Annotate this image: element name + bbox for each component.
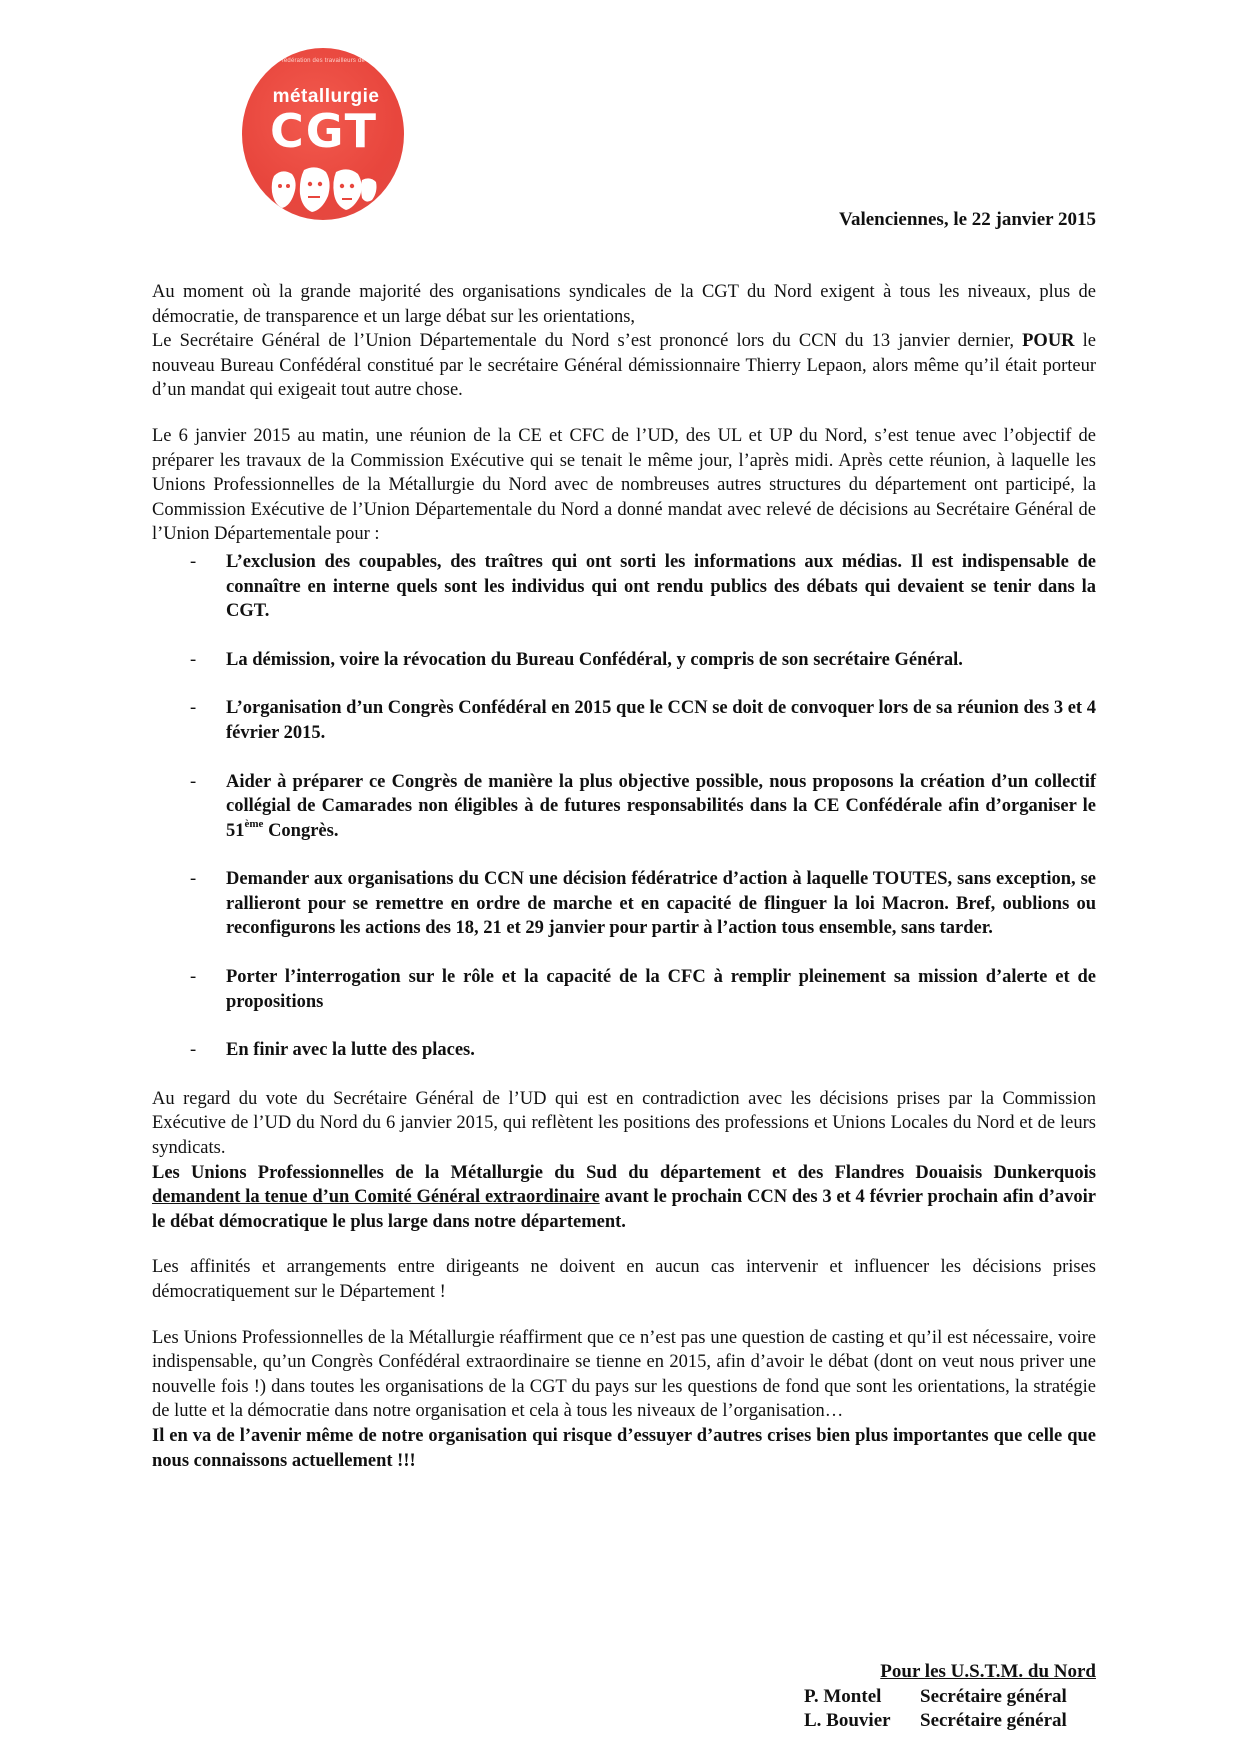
closing-paragraph <box>152 1326 1096 1474</box>
signer-row <box>804 1685 1096 1710</box>
logo-small-text: fédération des travailleurs de la <box>282 58 372 64</box>
date-line: Valenciennes, le 22 janvier 2015 <box>838 209 1096 230</box>
list-item: - Demander aux organisations du CCN une décision fédératrice d’action à laquelle TOUTES, sans exception, se rallieront pour se remettre en ordre de marche et en capacité de flinguer la loi Macron. Bref, oublions ou reconfigurons les actions des 18, 21 et 29 janvier pour partir à l’action tous ensemble, sans tarder. <box>190 869 1096 939</box>
logo-faces-icon <box>268 166 378 214</box>
signer-row <box>804 1709 1096 1734</box>
intro-pour-emphasis: POUR <box>1022 331 1075 352</box>
intro-line-2-start: Le Secrétaire Général de l’Union Départementale du Nord s’est prononcé lors du CCN du 13 janvier dernier, <box>152 331 1015 352</box>
closing-text: Les Unions Professionnelles de la Métallurgie réaffirment que ce n’est pas une question de casting et qu’il est nécessaire, voire indispensable, qu’un Congrès Confédéral extraordinaire se tienne en 2015, afin d’avoir le débat (dont on veut nous priver une nouvelle fois !) dans toutes les organisations de la CGT du pays sur les questions de fond que sont les orientations, la stratégie de lutte et la démocratie dans notre organisation et cela à tous les niveaux de l’organisation… <box>152 1327 1096 1422</box>
vote-bold-start: Les Unions Professionnelles de la Métallurgie du Sud du département et des Flandres Douaisis Dunkerquois <box>152 1162 1096 1183</box>
affinities-paragraph: Les affinités et arrangements entre dirigeants ne doivent en aucun cas intervenir et influencer les décisions prises démocratiquement sur le Département ! <box>152 1257 1096 1302</box>
intro-line-1: Au moment où la grande majorité des organisations syndicales de la CGT du Nord exigent à tous les niveaux, plus de démocratie, de transparence et un large débat sur les orientations, <box>152 282 1096 327</box>
list-item: - La démission, voire la révocation du Bureau Confédéral, y compris de son secrétaire Général. <box>190 649 963 670</box>
vote-demand-underlined: demandent la tenue d’un Comité Général extraordinaire <box>152 1187 600 1208</box>
list-item: - Aider à préparer ce Congrès de manière la plus objective possible, nous proposons la création d’un collectif collégial de Camarades non éligibles à de futures responsabilités dans la CE Confédérale afin d’organiser le 51ème Congrès. <box>190 771 1096 841</box>
list-item: - L’exclusion des coupables, des traîtres qui ont sorti les informations aux médias. Il est indispensable de connaître en interne quels sont les individus qui ont rendu publics des débats qui devaient se tenir dans la CGT. <box>190 551 1096 622</box>
signer-name: P. Montel <box>804 1685 882 1707</box>
mandate-paragraph: Le 6 janvier 2015 au matin, une réunion de la CE et CFC de l’UD, des UL et UP du Nord, s’est tenue avec l’objectif de préparer les travaux de la Commission Exécutive qui se tenait le même jour, l’après midi. Après cette réunion, à laquelle les Unions Professionnelles de la Métallurgie du Nord avec de nombreuses autres structures du département ont participé, la Commission Exécutive de l’Union Départementale du Nord a donné mandat avec relevé de décisions au Secrétaire Général de l’Union Départementale pour : <box>152 425 1096 545</box>
vote-text: Au regard du vote du Secrétaire Général de l’UD qui est en contradiction avec les décisions prises par la Commission Exécutive de l’UD du Nord du 6 janvier 2015, qui reflètent les positions des professions et Unions Locales du Nord et de leurs syndicats. <box>152 1088 1096 1159</box>
vote-bold-end: avant le prochain CCN des 3 et 4 février prochain afin d’avoir le débat démocratique le plus large dans notre département. <box>152 1187 1097 1232</box>
signer-role: Secrétaire général <box>920 1710 1067 1732</box>
logo-cgt-text: CGT <box>269 104 379 158</box>
list-item: - L’organisation d’un Congrès Confédéral en 2015 que le CCN se doit de convoquer lors de sa réunion des 3 et 4 février 2015. <box>190 698 1096 743</box>
intro-line-2-end: le nouveau Bureau Confédéral constitué par le secrétaire Général démissionnaire Thierry Lepaon, alors même qu’il était porteur d’un mandat qui exigeait tout autre chose. <box>152 331 1097 401</box>
intro-paragraph <box>152 280 1096 403</box>
signature-header: Pour les U.S.T.M. du Nord <box>880 1661 1096 1682</box>
vote-paragraph <box>152 1087 1096 1235</box>
signer-name: L. Bouvier <box>804 1710 891 1732</box>
list-item: - Porter l’interrogation sur le rôle et la capacité de la CFC à remplir pleinement sa mission d’alerte et de propositions <box>190 967 1096 1012</box>
letter-body <box>152 280 1096 1473</box>
list-item: - En finir avec la lutte des places. <box>190 1040 475 1061</box>
logo-metallurgie-text: métallurgie <box>272 86 380 107</box>
signer-role: Secrétaire général <box>920 1685 1067 1707</box>
signature-block <box>804 1660 1096 1734</box>
cgt-metallurgie-logo <box>242 48 404 220</box>
mandate-points-list <box>152 550 1096 1063</box>
closing-bold-text: Il en va de l’avenir même de notre organisation qui risque d’essuyer d’autres crises bien plus importantes que celle que nous connaissons actuellement !!! <box>152 1425 1096 1471</box>
